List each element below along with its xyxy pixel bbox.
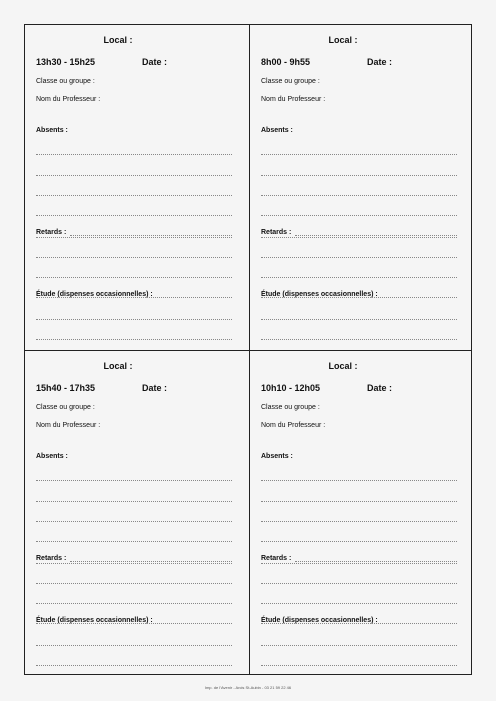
retards-label: Retards : bbox=[36, 555, 67, 562]
etude-label: Étude (dispenses occasionnelles) : bbox=[36, 617, 153, 624]
writing-line[interactable] bbox=[36, 541, 232, 542]
writing-line[interactable] bbox=[261, 195, 457, 196]
absents-label: Absents : bbox=[261, 453, 293, 460]
local-label: Local : bbox=[328, 35, 358, 45]
writing-line[interactable] bbox=[261, 257, 457, 258]
writing-line[interactable] bbox=[36, 237, 232, 238]
time-slot: 8h00 - 9h55 bbox=[261, 57, 311, 67]
writing-line[interactable] bbox=[261, 215, 457, 216]
local-label: Local : bbox=[103, 361, 133, 371]
local-label: Local : bbox=[103, 35, 133, 45]
writing-line[interactable] bbox=[36, 175, 232, 176]
attendance-card bbox=[250, 25, 472, 349]
writing-line[interactable] bbox=[261, 563, 457, 564]
writing-line[interactable] bbox=[36, 215, 232, 216]
attendance-card bbox=[250, 351, 472, 675]
writing-line[interactable] bbox=[36, 195, 232, 196]
printer-footer: Imp. de l'Avenir - Arcis St-Aubin - 03 21 59 22 46 bbox=[204, 685, 292, 690]
prof-label: Nom du Professeur : bbox=[36, 422, 101, 429]
date-label: Date : bbox=[142, 57, 168, 67]
writing-line[interactable] bbox=[261, 603, 457, 604]
local-label: Local : bbox=[328, 361, 358, 371]
absents-label: Absents : bbox=[261, 127, 293, 134]
writing-line[interactable] bbox=[261, 501, 457, 502]
date-label: Date : bbox=[142, 383, 168, 393]
writing-line[interactable] bbox=[261, 237, 457, 238]
attendance-card bbox=[25, 25, 247, 349]
writing-line[interactable] bbox=[36, 665, 232, 666]
writing-line[interactable] bbox=[261, 175, 457, 176]
classe-label: Classe ou groupe : bbox=[36, 78, 95, 85]
writing-line[interactable] bbox=[261, 665, 457, 666]
writing-line[interactable] bbox=[261, 277, 457, 278]
time-slot: 13h30 - 15h25 bbox=[36, 57, 96, 67]
writing-line[interactable] bbox=[153, 623, 232, 624]
etude-label: Étude (dispenses occasionnelles) : bbox=[36, 291, 153, 298]
writing-line[interactable] bbox=[36, 521, 232, 522]
writing-line[interactable] bbox=[261, 319, 457, 320]
writing-line[interactable] bbox=[36, 563, 232, 564]
writing-line[interactable] bbox=[36, 339, 232, 340]
absents-label: Absents : bbox=[36, 453, 68, 460]
writing-line[interactable] bbox=[261, 480, 457, 481]
absents-label: Absents : bbox=[36, 127, 68, 134]
writing-line[interactable] bbox=[36, 319, 232, 320]
form-sheet bbox=[24, 24, 472, 675]
prof-label: Nom du Professeur : bbox=[261, 96, 326, 103]
writing-line[interactable] bbox=[36, 501, 232, 502]
etude-label: Étude (dispenses occasionnelles) : bbox=[261, 617, 378, 624]
retards-label: Retards : bbox=[36, 229, 67, 236]
classe-label: Classe ou groupe : bbox=[261, 78, 320, 85]
prof-label: Nom du Professeur : bbox=[261, 422, 326, 429]
writing-line[interactable] bbox=[70, 235, 232, 236]
writing-line[interactable] bbox=[261, 521, 457, 522]
attendance-card bbox=[25, 351, 247, 675]
writing-line[interactable] bbox=[153, 297, 232, 298]
date-label: Date : bbox=[367, 57, 393, 67]
writing-line[interactable] bbox=[261, 339, 457, 340]
writing-line[interactable] bbox=[70, 561, 232, 562]
time-slot: 15h40 - 17h35 bbox=[36, 383, 96, 393]
writing-line[interactable] bbox=[261, 645, 457, 646]
retards-label: Retards : bbox=[261, 555, 292, 562]
writing-line[interactable] bbox=[36, 645, 232, 646]
date-label: Date : bbox=[367, 383, 393, 393]
writing-line[interactable] bbox=[36, 583, 232, 584]
writing-line[interactable] bbox=[36, 277, 232, 278]
writing-line[interactable] bbox=[261, 154, 457, 155]
writing-line[interactable] bbox=[36, 154, 232, 155]
classe-label: Classe ou groupe : bbox=[36, 404, 95, 411]
prof-label: Nom du Professeur : bbox=[36, 96, 101, 103]
writing-line[interactable] bbox=[36, 603, 232, 604]
writing-line[interactable] bbox=[261, 541, 457, 542]
writing-line[interactable] bbox=[378, 297, 457, 298]
classe-label: Classe ou groupe : bbox=[261, 404, 320, 411]
writing-line[interactable] bbox=[295, 561, 457, 562]
etude-label: Étude (dispenses occasionnelles) : bbox=[261, 291, 378, 298]
retards-label: Retards : bbox=[261, 229, 292, 236]
writing-line[interactable] bbox=[378, 623, 457, 624]
writing-line[interactable] bbox=[36, 480, 232, 481]
writing-line[interactable] bbox=[36, 257, 232, 258]
time-slot: 10h10 - 12h05 bbox=[261, 383, 321, 393]
writing-line[interactable] bbox=[261, 583, 457, 584]
writing-line[interactable] bbox=[295, 235, 457, 236]
